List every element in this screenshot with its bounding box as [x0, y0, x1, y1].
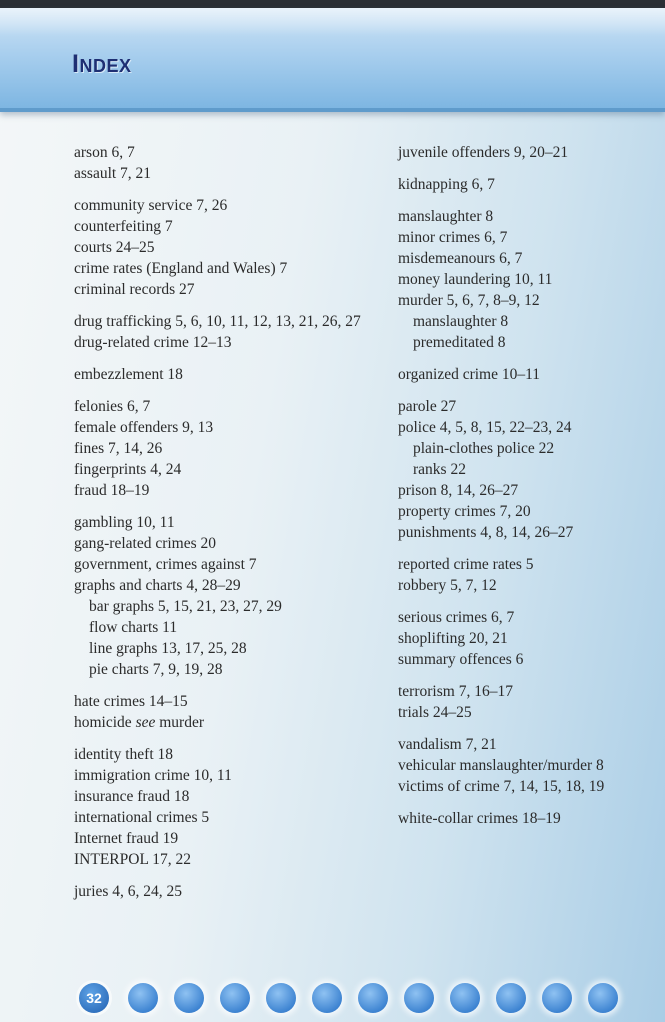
entry-text: fraud 18–19: [74, 482, 150, 499]
index-entry: [74, 828, 374, 849]
entry-text: gang-related crimes 20: [74, 535, 217, 552]
entry-text: plain-clothes police 22: [413, 440, 555, 457]
index-entry: [398, 681, 648, 702]
index-entry: [398, 776, 648, 797]
entry-text: female offenders 9, 13: [74, 419, 214, 436]
index-group: [398, 681, 648, 723]
index-entry: [398, 227, 648, 248]
index-subentry: [398, 459, 648, 480]
entry-text: juries 4, 6, 24, 25: [74, 883, 183, 900]
index-subentry: [398, 332, 648, 353]
index-entry: [74, 575, 374, 596]
index-entry: [398, 174, 648, 195]
entry-text: reported crime rates 5: [398, 556, 534, 573]
entry-text: premeditated 8: [413, 334, 506, 351]
entry-text: graphs and charts 4, 28–29: [74, 577, 241, 594]
index-group: [74, 691, 374, 733]
footer-dot: [174, 983, 204, 1013]
entry-text: juvenile offenders 9, 20–21: [398, 144, 569, 161]
index-entry: [398, 575, 648, 596]
index-entry: [398, 417, 648, 438]
index-entry: [398, 364, 648, 385]
entry-text: government, crimes against 7: [74, 556, 257, 573]
index-entry: [398, 808, 648, 829]
index-group: [74, 881, 374, 902]
index-entry: [398, 734, 648, 755]
index-entry: [74, 396, 374, 417]
entry-text: serious crimes 6, 7: [398, 609, 515, 626]
entry-text: hate crimes 14–15: [74, 693, 188, 710]
index-group: [74, 396, 374, 501]
index-subentry: [398, 311, 648, 332]
index-entry: [398, 501, 648, 522]
entry-text: assault 7, 21: [74, 165, 152, 182]
entry-text: gambling 10, 11: [74, 514, 175, 531]
index-entry: [398, 480, 648, 501]
index-entry: [398, 290, 648, 311]
entry-text: counterfeiting 7: [74, 218, 173, 235]
entry-text: drug trafficking 5, 6, 10, 11, 12, 13, 21, 26, 27: [74, 313, 361, 330]
entry-text: misdemeanours 6, 7: [398, 250, 523, 267]
index-entry: [74, 279, 374, 300]
entry-text: murder 5, 6, 7, 8–9, 12: [398, 292, 540, 309]
entry-text: bar graphs 5, 15, 21, 23, 27, 29: [89, 598, 282, 615]
entry-text: organized crime 10–11: [398, 366, 541, 383]
footer-dot: [128, 983, 158, 1013]
index-subentry: [74, 659, 374, 680]
index-group: [398, 808, 648, 829]
entry-text: felonies 6, 7: [74, 398, 151, 415]
index-entry: [398, 607, 648, 628]
index-entry: [74, 744, 374, 765]
index-entry: [74, 881, 374, 902]
entry-text: fingerprints 4, 24: [74, 461, 182, 478]
entry-text: shoplifting 20, 21: [398, 630, 508, 647]
index-entry: [398, 248, 648, 269]
entry-text: minor crimes 6, 7: [398, 229, 508, 246]
entry-text: white-collar crimes 18–19: [398, 810, 561, 827]
entry-text: terrorism 7, 16–17: [398, 683, 513, 700]
index-group: [398, 206, 648, 353]
entry-text: punishments 4, 8, 14, 26–27: [398, 524, 574, 541]
index-group: [74, 364, 374, 385]
index-group: [398, 364, 648, 385]
index-entry: [74, 849, 374, 870]
index-column-left: [74, 142, 374, 913]
index-entry: [74, 216, 374, 237]
index-entry: [74, 142, 374, 163]
index-entry: [398, 396, 648, 417]
footer-dot: [496, 983, 526, 1013]
index-group: [74, 311, 374, 353]
entry-text: flow charts 11: [89, 619, 178, 636]
entry-text: ranks 22: [413, 461, 466, 478]
footer-dot: [450, 983, 480, 1013]
entry-text: parole 27: [398, 398, 457, 415]
index-entry: [74, 417, 374, 438]
footer-dot: [588, 983, 618, 1013]
footer-dot: [358, 983, 388, 1013]
entry-text: criminal records 27: [74, 281, 195, 298]
index-entry: [74, 691, 374, 712]
index-entry: [398, 206, 648, 227]
index-subentry: [74, 617, 374, 638]
index-group: [74, 142, 374, 184]
index-entry: [74, 311, 374, 332]
entry-text: pie charts 7, 9, 19, 28: [89, 661, 223, 678]
index-entry: [398, 554, 648, 575]
entry-text: insurance fraud 18: [74, 788, 190, 805]
index-group: [74, 512, 374, 680]
index-subentry: [74, 638, 374, 659]
index-entry: [398, 142, 648, 163]
index-entry: [398, 628, 648, 649]
entry-text: embezzlement 18: [74, 366, 183, 383]
entry-text: international crimes 5: [74, 809, 210, 826]
entry-text: fines 7, 14, 26: [74, 440, 163, 457]
index-group: [74, 195, 374, 300]
entry-text: INTERPOL 17, 22: [74, 851, 191, 868]
index-entry: [74, 459, 374, 480]
entry-text: vandalism 7, 21: [398, 736, 497, 753]
entry-text: summary offences 6: [398, 651, 524, 668]
index-entry: [398, 649, 648, 670]
index-group: [74, 744, 374, 870]
entry-text: homicide: [74, 714, 136, 731]
entry-text: Internet fraud 19: [74, 830, 179, 847]
index-entry: [398, 755, 648, 776]
index-group: [398, 607, 648, 670]
index-entry: [74, 765, 374, 786]
index-entry: [74, 554, 374, 575]
entry-text: manslaughter 8: [413, 313, 509, 330]
entry-text: courts 24–25: [74, 239, 155, 256]
index-entry: [74, 480, 374, 501]
index-subentry: [74, 596, 374, 617]
entry-text: police 4, 5, 8, 15, 22–23, 24: [398, 419, 572, 436]
top-edge-bar: [0, 0, 665, 8]
entry-text: money laundering 10, 11: [398, 271, 553, 288]
footer-dot: [220, 983, 250, 1013]
entry-text: property crimes 7, 20: [398, 503, 531, 520]
index-entry: [74, 438, 374, 459]
entry-text: drug-related crime 12–13: [74, 334, 232, 351]
entry-text: arson 6, 7: [74, 144, 135, 161]
index-entry: [74, 364, 374, 385]
index-group: [398, 396, 648, 543]
index-entry: [74, 712, 374, 733]
footer-dot: [266, 983, 296, 1013]
see-reference: see: [135, 714, 156, 731]
entry-text: crime rates (England and Wales) 7: [74, 260, 288, 277]
index-entry: [74, 512, 374, 533]
index-entry: [74, 258, 374, 279]
entry-text: prison 8, 14, 26–27: [398, 482, 519, 499]
footer-dot: [312, 983, 342, 1013]
index-entry: [74, 237, 374, 258]
index-entry: [398, 269, 648, 290]
index-entry: [74, 332, 374, 353]
index-entry: [398, 522, 648, 543]
index-entry: [74, 533, 374, 554]
index-subentry: [398, 438, 648, 459]
index-entry: [74, 195, 374, 216]
index-entry: [74, 786, 374, 807]
entry-text: manslaughter 8: [398, 208, 494, 225]
entry-text: line graphs 13, 17, 25, 28: [89, 640, 247, 657]
index-entry: [398, 702, 648, 723]
entry-text: kidnapping 6, 7: [398, 176, 495, 193]
entry-text: vehicular manslaughter/murder 8: [398, 757, 604, 774]
footer-dot: [542, 983, 572, 1013]
index-group: [398, 554, 648, 596]
page-number-badge: 32: [79, 983, 109, 1013]
index-entry: [74, 807, 374, 828]
index-group: [398, 174, 648, 195]
page-title: Index: [72, 50, 132, 78]
see-target: murder: [155, 714, 204, 731]
entry-text: robbery 5, 7, 12: [398, 577, 497, 594]
index-group: [398, 142, 648, 163]
entry-text: community service 7, 26: [74, 197, 228, 214]
entry-text: trials 24–25: [398, 704, 472, 721]
index-group: [398, 734, 648, 797]
entry-text: victims of crime 7, 14, 15, 18, 19: [398, 778, 605, 795]
index-entry: [74, 163, 374, 184]
entry-text: identity theft 18: [74, 746, 174, 763]
entry-text: immigration crime 10, 11: [74, 767, 232, 784]
index-column-right: [398, 142, 648, 840]
footer-dot: [404, 983, 434, 1013]
